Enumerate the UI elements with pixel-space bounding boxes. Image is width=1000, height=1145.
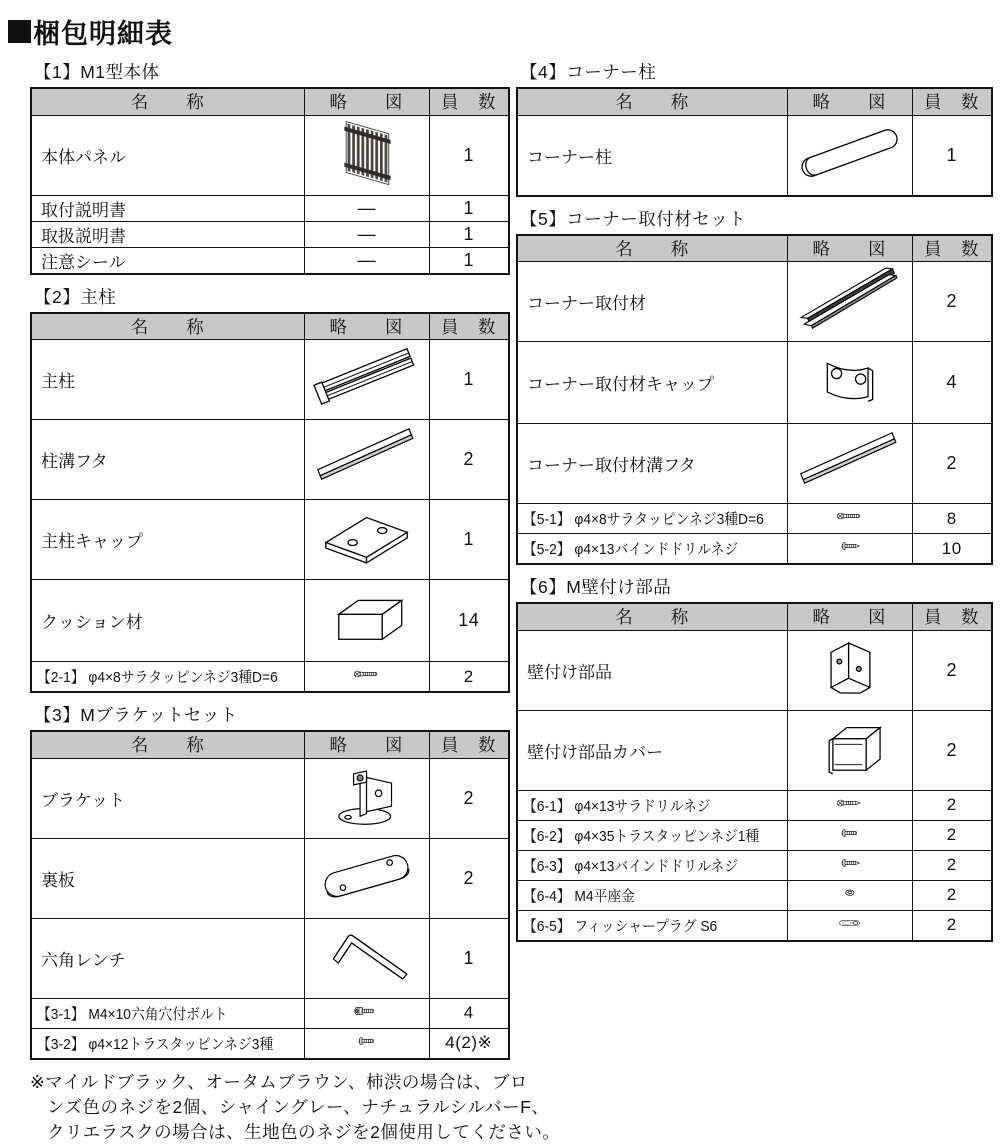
table-row [517, 342, 992, 424]
col-header-qty: 員 数 [429, 731, 509, 758]
cushion-icon [306, 581, 428, 655]
col-header-sketch: 略 図 [787, 88, 912, 115]
part-qty: 1 [429, 500, 509, 580]
header-row [517, 88, 992, 115]
part-qty: 2 [912, 880, 992, 910]
part-qty: 2 [912, 424, 992, 504]
col-header-name: 名 称 [517, 88, 787, 115]
cylinder-icon [789, 116, 911, 190]
footnote [8, 1060, 992, 1145]
part-qty: 2 [429, 662, 509, 693]
table-row [31, 998, 509, 1028]
section-4-table [516, 87, 993, 197]
flat-screw-icon [804, 504, 896, 528]
table-row [517, 790, 992, 820]
part-qty: 2 [912, 910, 992, 941]
part-name: 【2-1】 φ4×8サラタッピンネジ3種D=6 [31, 662, 304, 693]
part-qty: 2 [912, 630, 992, 710]
part-qty: 4 [912, 342, 992, 424]
section-4-corner-post [516, 59, 993, 197]
col-header-name: 名 称 [31, 313, 304, 340]
table-row [31, 758, 509, 838]
col-header-sketch: 略 図 [304, 88, 429, 115]
part-name: 【3-2】 φ4×12トラスタッピンネジ3種 [31, 1028, 304, 1059]
header-row [31, 313, 509, 340]
part-qty: 1 [912, 115, 992, 196]
flat-drill-screw-icon [804, 791, 896, 815]
part-name: コーナー取付材キャップ [517, 342, 787, 424]
table-row [31, 662, 509, 693]
part-name: 【3-1】 M4×10六角穴付ボルト [31, 998, 304, 1028]
part-name: 柱溝フタ [31, 420, 304, 500]
part-name: 壁付け部品カバー [517, 710, 787, 790]
part-name: 取扱説明書 [31, 221, 304, 247]
part-qty: 2 [429, 838, 509, 918]
backplate-icon [306, 839, 428, 913]
section-6-wall-mount-parts [516, 574, 993, 942]
washer-icon [804, 881, 896, 905]
socket-bolt-icon [321, 999, 413, 1023]
part-qty: 1 [429, 247, 509, 274]
table-columns [8, 59, 992, 1060]
col-header-qty: 員 数 [912, 88, 992, 115]
header-row [31, 731, 509, 758]
section-3-bracket-set [30, 702, 508, 1060]
right-column [516, 59, 993, 942]
no-sketch-dash: — [357, 249, 376, 270]
table-row [517, 880, 992, 910]
col-header-sketch: 略 図 [787, 235, 912, 262]
section-6-table [516, 602, 993, 942]
table-row [517, 262, 992, 342]
section-2-main-post [30, 284, 508, 694]
col-header-name: 名 称 [517, 603, 787, 630]
table-row [31, 115, 509, 195]
section-1-table [30, 87, 510, 275]
page-title [8, 12, 992, 51]
table-row [31, 420, 509, 500]
table-row [517, 850, 992, 880]
table-row [517, 710, 992, 790]
part-qty: 10 [912, 534, 992, 565]
part-qty: 4 [429, 998, 509, 1028]
bracket-icon [306, 759, 428, 833]
wall-cover-icon [789, 711, 911, 785]
col-header-name: 名 称 [31, 731, 304, 758]
part-name: 【6-3】 φ4×13バインドドリルネジ [517, 850, 787, 880]
page-title-text: 梱包明細表 [33, 19, 173, 49]
part-name: 主柱キャップ [31, 500, 304, 580]
part-qty: 2 [912, 710, 992, 790]
table-row [31, 1028, 509, 1059]
col-header-sketch: 略 図 [304, 313, 429, 340]
wall-part-icon [789, 631, 911, 705]
col-header-name: 名 称 [517, 235, 787, 262]
post-cap-icon [306, 500, 428, 574]
part-qty: 1 [429, 115, 509, 195]
part-name: 【6-2】 φ4×35トラスタッピンネジ1種 [517, 820, 787, 850]
part-qty: 2 [912, 262, 992, 342]
black-square-icon [8, 20, 31, 43]
flat-screw-icon [321, 662, 413, 686]
header-row [517, 603, 992, 630]
part-qty: 1 [429, 340, 509, 420]
part-name: コーナー柱 [517, 115, 787, 196]
section-3-caption: 【3】Mブラケットセット [34, 705, 238, 725]
header-row [517, 235, 992, 262]
part-qty: 4(2)※ [429, 1028, 509, 1059]
col-header-qty: 員 数 [912, 603, 992, 630]
table-row [517, 424, 992, 504]
col-header-sketch: 略 図 [787, 603, 912, 630]
part-qty: 2 [429, 420, 509, 500]
section-2-table [30, 312, 510, 694]
table-row [31, 340, 509, 420]
table-row [31, 580, 509, 662]
col-header-name: 名 称 [31, 88, 304, 115]
groove-cover-icon [306, 420, 428, 494]
part-name: コーナー取付材 [517, 262, 787, 342]
part-name: 壁付け部品 [517, 630, 787, 710]
truss-screw-icon [321, 1029, 413, 1053]
table-row [31, 838, 509, 918]
part-qty: 14 [429, 580, 509, 662]
part-name: 【5-2】 φ4×13バインドドリルネジ [517, 534, 787, 565]
section-1-m1-body [30, 59, 508, 275]
part-qty: 2 [912, 820, 992, 850]
section-4-caption: 【4】コーナー柱 [520, 62, 657, 82]
fence-panel-icon [306, 116, 428, 190]
table-row [517, 534, 992, 565]
part-name: 【6-1】 φ4×13サラドリルネジ [517, 790, 787, 820]
part-name: クッション材 [31, 580, 304, 662]
section-1-caption: 【1】M1型本体 [34, 62, 160, 82]
section-5-table [516, 234, 993, 566]
table-row [517, 630, 992, 710]
part-qty: 2 [912, 850, 992, 880]
groove-cover-icon [789, 424, 911, 498]
part-name: 注意シール [31, 247, 304, 274]
col-header-qty: 員 数 [912, 235, 992, 262]
table-row [517, 115, 992, 196]
col-header-sketch: 略 図 [304, 731, 429, 758]
part-qty: 1 [429, 918, 509, 998]
part-qty: 8 [912, 504, 992, 534]
table-row [517, 504, 992, 534]
part-name: ブラケット [31, 758, 304, 838]
table-row [31, 221, 509, 247]
part-qty: 1 [429, 195, 509, 221]
table-row [31, 195, 509, 221]
part-name: コーナー取付材溝フタ [517, 424, 787, 504]
table-row [517, 910, 992, 941]
bind-drill-screw-icon [804, 851, 896, 875]
hex-wrench-icon [306, 919, 428, 993]
part-name: 裏板 [31, 838, 304, 918]
table-row [517, 820, 992, 850]
section-6-caption: 【6】M壁付け部品 [520, 577, 672, 597]
section-2-caption: 【2】主柱 [34, 286, 117, 307]
left-column [30, 59, 508, 1060]
part-name: 本体パネル [31, 115, 304, 195]
no-sketch-dash: — [357, 223, 376, 244]
part-name: 主柱 [31, 340, 304, 420]
no-sketch-dash: — [357, 197, 376, 218]
col-header-qty: 員 数 [429, 313, 509, 340]
part-qty: 2 [912, 790, 992, 820]
section-5-corner-attach-set [516, 206, 993, 566]
part-qty: 2 [429, 758, 509, 838]
part-qty: 1 [429, 221, 509, 247]
section-3-table [30, 730, 510, 1060]
part-name: 【6-4】 M4平座金 [517, 880, 787, 910]
table-row [31, 918, 509, 998]
main-post-icon [306, 340, 428, 414]
footnote-line: ※マイルドブラック、オータムブラウン、柿渋の場合は、ブロ [30, 1071, 528, 1092]
truss-screw-icon [804, 821, 896, 845]
corner-rail-icon [789, 262, 911, 336]
section-5-caption: 【5】コーナー取付材セット [520, 208, 747, 229]
corner-cap-icon [789, 343, 911, 417]
footnote-line: クリエラスクの場合は、生地色のネジを2個使用してください。 [47, 1121, 561, 1142]
bind-drill-screw-icon [804, 534, 896, 558]
header-row [31, 88, 509, 115]
part-name: 取付説明書 [31, 195, 304, 221]
footnote-line: ンズ色のネジを2個、シャイングレー、ナチュラルシルバーF、 [47, 1096, 550, 1117]
table-row [31, 247, 509, 274]
table-row [31, 500, 509, 580]
fischer-plug-icon [804, 911, 896, 935]
part-name: 【5-1】 φ4×8サラタッピンネジ3種D=6 [517, 504, 787, 534]
part-name: 六角レンチ [31, 918, 304, 998]
part-name: 【6-5】 フィッシャープラグ S6 [517, 910, 787, 941]
col-header-qty: 員 数 [429, 88, 509, 115]
